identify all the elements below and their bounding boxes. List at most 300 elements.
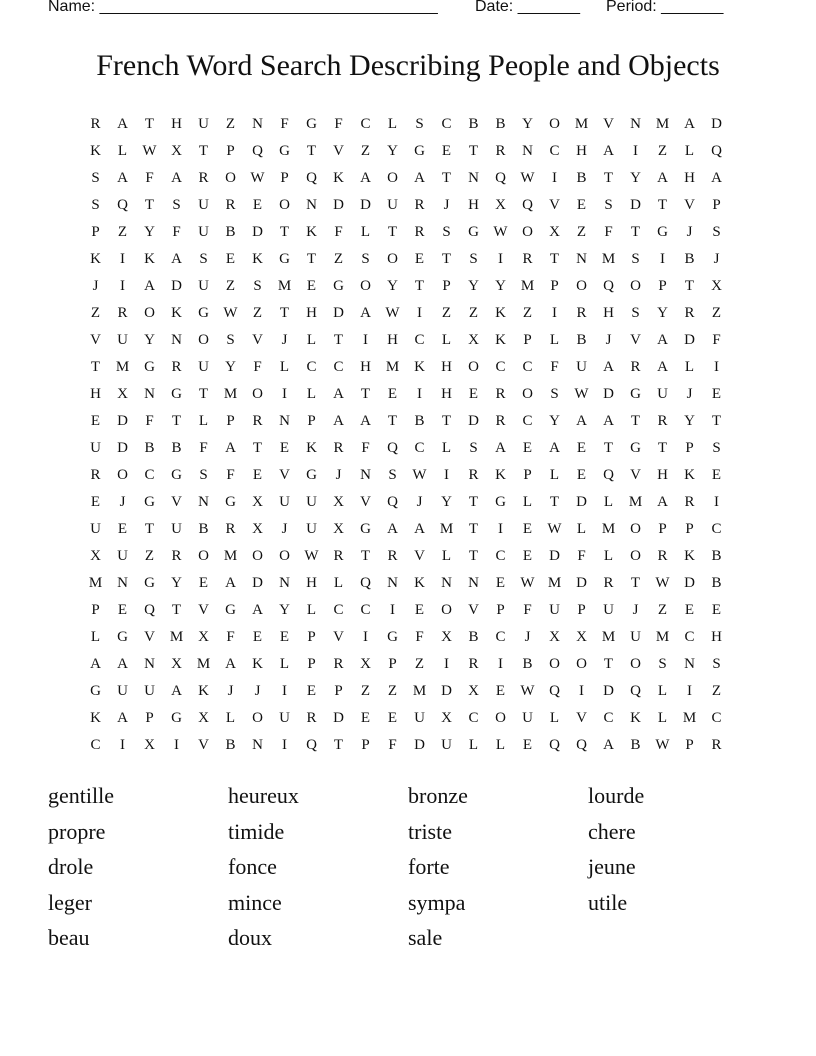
grid-letter: Y [387, 143, 398, 159]
grid-letter: E [576, 467, 587, 483]
grid-letter: A [225, 575, 236, 591]
grid-letter: O [522, 386, 533, 402]
grid-letter: B [684, 251, 695, 267]
grid-letter: X [549, 224, 560, 240]
grid-letter: N [144, 386, 155, 402]
word-bank-item: triste [408, 818, 452, 844]
grid-letter: M [628, 494, 643, 510]
grid-letter: Z [657, 602, 668, 618]
grid-letter: Y [441, 494, 452, 510]
grid-letter: D [252, 224, 263, 240]
grid-letter: S [712, 440, 721, 456]
grid-letter: L [90, 629, 101, 645]
grid-letter: U [144, 683, 155, 699]
grid-letter: U [414, 710, 425, 726]
grid-letter: T [684, 278, 695, 294]
page-title: French Word Search Describing People and Objects [96, 49, 720, 82]
grid-letter: O [468, 359, 479, 375]
grid-letter: W [520, 683, 535, 699]
grid-letter: N [576, 251, 587, 267]
grid-letter: D [117, 440, 128, 456]
grid-letter: T [603, 656, 614, 672]
grid-letter: A [387, 521, 398, 537]
grid-letter: X [252, 494, 263, 510]
grid-letter: E [495, 683, 506, 699]
grid-letter: C [711, 521, 722, 537]
grid-letter: L [279, 656, 290, 672]
grid-letter: U [306, 521, 317, 537]
grid-row [82, 600, 730, 627]
grid-letter: Z [387, 683, 398, 699]
grid-letter: B [144, 440, 155, 456]
grid-letter: L [603, 548, 614, 564]
grid-letter: R [171, 359, 182, 375]
grid-letter: D [414, 737, 425, 753]
grid-letter: L [657, 683, 668, 699]
grid-letter: O [198, 548, 209, 564]
grid-letter: T [90, 359, 101, 375]
grid-letter: P [334, 683, 343, 699]
grid-letter: J [92, 278, 99, 294]
grid-letter: L [225, 710, 236, 726]
grid-letter: T [306, 143, 317, 159]
grid-letter: B [576, 170, 587, 186]
grid-letter: R [495, 143, 506, 159]
grid-letter: Q [549, 683, 560, 699]
grid-letter: K [495, 305, 506, 321]
grid-letter: F [226, 629, 235, 645]
grid-letter: U [441, 737, 452, 753]
grid-letter: W [493, 224, 508, 240]
grid-letter: D [711, 116, 722, 132]
grid-letter: H [90, 386, 101, 402]
grid-letter: U [90, 440, 101, 456]
grid-letter: P [307, 629, 316, 645]
grid-letter: I [552, 170, 557, 186]
grid-letter: E [306, 683, 317, 699]
grid-letter: Z [711, 305, 722, 321]
grid-letter: I [174, 737, 179, 753]
grid-letter: G [171, 710, 182, 726]
grid-letter: B [630, 737, 641, 753]
grid-letter: V [333, 143, 344, 159]
grid-letter: Z [252, 305, 263, 321]
grid-letter: T [711, 413, 722, 429]
grid-letter: A [117, 710, 128, 726]
grid-letter: M [223, 548, 238, 564]
grid-letter: F [145, 170, 154, 186]
grid-letter: H [684, 170, 695, 186]
grid-letter: A [90, 656, 101, 672]
grid-letter: Q [252, 143, 263, 159]
grid-letter: T [549, 251, 560, 267]
grid-letter: Q [360, 575, 371, 591]
grid-letter: D [576, 575, 587, 591]
grid-letter: I [633, 143, 638, 159]
grid-letter: Y [144, 332, 155, 348]
grid-letter: H [171, 116, 182, 132]
grid-letter: M [196, 656, 211, 672]
grid-letter: V [576, 710, 587, 726]
grid-letter: K [90, 143, 101, 159]
grid-letter: K [90, 710, 101, 726]
grid-letter: I [282, 683, 287, 699]
grid-letter: N [630, 116, 641, 132]
grid-letter: U [198, 197, 209, 213]
grid-letter: U [171, 521, 182, 537]
grid-letter: Y [495, 278, 506, 294]
grid-letter: D [117, 413, 128, 429]
grid-letter: P [658, 278, 667, 294]
grid-letter: B [171, 440, 182, 456]
grid-row [82, 195, 730, 222]
grid-letter: I [579, 683, 584, 699]
grid-letter: C [522, 359, 533, 375]
grid-letter: O [144, 305, 155, 321]
grid-letter: U [117, 332, 128, 348]
grid-letter: L [684, 143, 695, 159]
grid-letter: R [711, 737, 722, 753]
grid-letter: J [686, 386, 693, 402]
grid-letter: C [360, 602, 371, 618]
grid-letter: R [684, 494, 695, 510]
grid-letter: Q [576, 737, 587, 753]
grid-letter: R [306, 710, 317, 726]
grid-letter: P [280, 170, 289, 186]
grid-letter: L [549, 467, 560, 483]
grid-letter: T [630, 224, 641, 240]
grid-letter: B [468, 629, 479, 645]
grid-letter: K [684, 548, 695, 564]
grid-letter: K [306, 440, 317, 456]
grid-letter: E [360, 710, 371, 726]
grid-letter: V [333, 629, 344, 645]
grid-letter: O [252, 710, 263, 726]
grid-row [82, 114, 730, 141]
grid-letter: F [577, 548, 586, 564]
grid-letter: J [605, 332, 612, 348]
grid-letter: G [468, 224, 479, 240]
grid-letter: X [198, 710, 209, 726]
grid-letter: K [495, 332, 506, 348]
grid-letter: H [441, 359, 452, 375]
grid-letter: S [226, 332, 235, 348]
grid-letter: E [468, 386, 479, 402]
grid-letter: G [225, 494, 236, 510]
grid-letter: T [306, 251, 317, 267]
grid-letter: I [660, 251, 665, 267]
grid-letter: N [441, 575, 452, 591]
grid-letter: D [333, 305, 344, 321]
grid-letter: O [522, 224, 533, 240]
grid-row [82, 411, 730, 438]
grid-letter: Z [522, 305, 533, 321]
grid-letter: E [711, 467, 722, 483]
grid-row [82, 168, 730, 195]
grid-letter: R [117, 305, 128, 321]
grid-letter: I [363, 332, 368, 348]
grid-letter: H [441, 386, 452, 402]
grid-letter: Z [117, 224, 128, 240]
grid-row [82, 654, 730, 681]
grid-row [82, 276, 730, 303]
grid-letter: T [387, 224, 398, 240]
grid-letter: I [552, 305, 557, 321]
grid-letter: P [685, 440, 694, 456]
grid-letter: G [414, 143, 425, 159]
grid-letter: N [252, 737, 263, 753]
grid-letter: T [441, 170, 452, 186]
grid-letter: E [279, 440, 290, 456]
grid-letter: G [630, 386, 641, 402]
grid-letter: I [498, 656, 503, 672]
grid-letter: V [630, 332, 641, 348]
grid-row [82, 303, 730, 330]
grid-letter: N [306, 197, 317, 213]
grid-letter: O [252, 548, 263, 564]
grid-letter: A [711, 170, 722, 186]
grid-letter: X [441, 710, 452, 726]
grid-letter: O [549, 656, 560, 672]
grid-letter: U [279, 710, 290, 726]
grid-letter: F [280, 116, 289, 132]
grid-letter: H [360, 359, 371, 375]
grid-letter: R [333, 656, 344, 672]
grid-letter: O [549, 116, 560, 132]
grid-letter: D [684, 575, 695, 591]
grid-row [82, 357, 730, 384]
grid-letter: O [252, 386, 263, 402]
word-bank-item: fonce [228, 854, 277, 879]
grid-letter: D [603, 683, 614, 699]
grid-letter: C [90, 737, 101, 753]
grid-letter: X [252, 521, 263, 537]
grid-letter: A [252, 602, 263, 618]
grid-letter: V [90, 332, 101, 348]
grid-letter: N [468, 575, 479, 591]
grid-letter: A [603, 143, 614, 159]
grid-letter: M [412, 683, 427, 699]
grid-letter: C [684, 629, 695, 645]
grid-letter: J [443, 197, 450, 213]
grid-letter: S [253, 278, 262, 294]
grid-letter: T [198, 143, 209, 159]
grid-letter: E [306, 278, 317, 294]
grid-letter: Z [333, 251, 344, 267]
grid-row [82, 249, 730, 276]
grid-letter: E [90, 494, 101, 510]
grid-letter: V [171, 494, 182, 510]
grid-letter: H [306, 575, 317, 591]
grid-letter: J [686, 224, 693, 240]
grid-letter: R [333, 548, 344, 564]
grid-letter: O [441, 602, 452, 618]
grid-letter: K [306, 224, 317, 240]
word-bank-item: utile [588, 889, 628, 915]
grid-letter: T [468, 521, 479, 537]
grid-row [82, 627, 730, 654]
grid-letter: X [198, 629, 209, 645]
grid-letter: O [576, 278, 587, 294]
grid-letter: J [632, 602, 639, 618]
grid-letter: F [388, 737, 397, 753]
grid-letter: V [279, 467, 290, 483]
grid-letter: P [91, 602, 100, 618]
grid-letter: Z [144, 548, 155, 564]
grid-letter: L [387, 116, 398, 132]
grid-letter: J [227, 683, 234, 699]
grid-letter: L [441, 332, 452, 348]
grid-letter: E [225, 251, 236, 267]
grid-letter: M [277, 278, 292, 294]
grid-letter: T [171, 602, 182, 618]
grid-letter: P [523, 467, 532, 483]
grid-letter: W [304, 548, 319, 564]
grid-letter: P [442, 278, 451, 294]
grid-letter: R [495, 386, 506, 402]
grid-letter: F [253, 359, 262, 375]
word-bank-item: beau [48, 925, 90, 950]
grid-letter: T [333, 332, 344, 348]
grid-letter: X [171, 143, 182, 159]
grid-letter: T [630, 413, 641, 429]
grid-letter: F [199, 440, 208, 456]
grid-letter: A [684, 116, 695, 132]
grid-letter: M [115, 359, 130, 375]
grid-letter: Q [603, 278, 614, 294]
grid-letter: T [468, 143, 479, 159]
grid-letter: U [387, 197, 398, 213]
grid-letter: U [630, 629, 641, 645]
grid-letter: D [684, 332, 695, 348]
grid-letter: I [444, 656, 449, 672]
grid-letter: G [171, 386, 182, 402]
grid-letter: Y [171, 575, 182, 591]
grid-letter: C [414, 332, 425, 348]
grid-letter: C [495, 548, 506, 564]
grid-letter: N [252, 116, 263, 132]
grid-letter: O [225, 170, 236, 186]
grid-letter: R [333, 440, 344, 456]
grid-letter: C [711, 710, 722, 726]
grid-letter: R [414, 197, 425, 213]
grid-letter: P [226, 143, 235, 159]
grid-letter: X [333, 521, 344, 537]
grid-letter: S [550, 386, 559, 402]
grid-letter: K [630, 710, 641, 726]
word-bank-item: chere [588, 818, 636, 844]
grid-letter: V [630, 467, 641, 483]
grid-letter: O [387, 251, 398, 267]
grid-row [82, 519, 730, 546]
grid-letter: A [117, 116, 128, 132]
grid-letter: N [468, 170, 479, 186]
grid-letter: Q [306, 170, 317, 186]
word-bank-item: lourde [588, 783, 645, 808]
grid-letter: T [468, 548, 479, 564]
grid-letter: T [171, 413, 182, 429]
grid-letter: D [360, 197, 371, 213]
grid-letter: D [441, 683, 452, 699]
grid-letter: E [387, 386, 398, 402]
grid-letter: X [549, 629, 560, 645]
grid-letter: D [468, 413, 479, 429]
grid-letter: S [91, 170, 100, 186]
grid-letter: G [360, 521, 371, 537]
grid-letter: S [361, 251, 370, 267]
grid-letter: V [468, 602, 479, 618]
grid-letter: B [225, 224, 236, 240]
worksheet-header [48, 0, 748, 20]
grid-letter: H [387, 332, 398, 348]
grid-row [82, 708, 730, 735]
grid-letter: N [684, 656, 695, 672]
grid-letter: W [385, 305, 400, 321]
grid-letter: M [655, 116, 670, 132]
grid-letter: Q [522, 197, 533, 213]
grid-letter: N [198, 494, 209, 510]
grid-letter: A [171, 251, 182, 267]
grid-letter: L [684, 359, 695, 375]
grid-letter: R [522, 251, 533, 267]
grid-letter: P [361, 737, 370, 753]
grid-letter: Q [711, 143, 722, 159]
grid-letter: K [90, 251, 101, 267]
name-field: Name: ______________________________________ [48, 0, 438, 15]
grid-letter: T [657, 440, 668, 456]
grid-letter: N [522, 143, 533, 159]
grid-letter: O [495, 710, 506, 726]
grid-letter: T [630, 575, 641, 591]
grid-letter: U [198, 116, 209, 132]
grid-letter: I [282, 737, 287, 753]
grid-letter: S [631, 251, 640, 267]
grid-letter: T [468, 494, 479, 510]
grid-letter: L [117, 143, 128, 159]
grid-letter: W [520, 575, 535, 591]
grid-letter: S [199, 251, 208, 267]
grid-letter: E [252, 467, 263, 483]
grid-letter: O [630, 656, 641, 672]
grid-letter: J [254, 683, 261, 699]
grid-letter: B [711, 575, 722, 591]
grid-letter: C [522, 413, 533, 429]
grid-letter: A [603, 413, 614, 429]
grid-letter: B [495, 116, 506, 132]
grid-letter: I [390, 602, 395, 618]
grid-letter: A [603, 737, 614, 753]
grid-letter: P [307, 656, 316, 672]
grid-letter: Y [225, 359, 236, 375]
grid-letter: P [577, 602, 586, 618]
grid-row [82, 330, 730, 357]
grid-letter: J [524, 629, 531, 645]
grid-letter: D [549, 548, 560, 564]
grid-letter: S [712, 224, 721, 240]
grid-letter: Z [225, 116, 236, 132]
grid-letter: F [361, 440, 370, 456]
grid-letter: P [226, 413, 235, 429]
grid-letter: J [416, 494, 423, 510]
grid-letter: B [711, 548, 722, 564]
grid-letter: A [117, 656, 128, 672]
grid-letter: B [522, 656, 533, 672]
grid-letter: T [144, 197, 155, 213]
grid-letter: M [520, 278, 535, 294]
grid-letter: U [117, 548, 128, 564]
grid-letter: L [306, 602, 317, 618]
grid-letter: P [496, 602, 505, 618]
